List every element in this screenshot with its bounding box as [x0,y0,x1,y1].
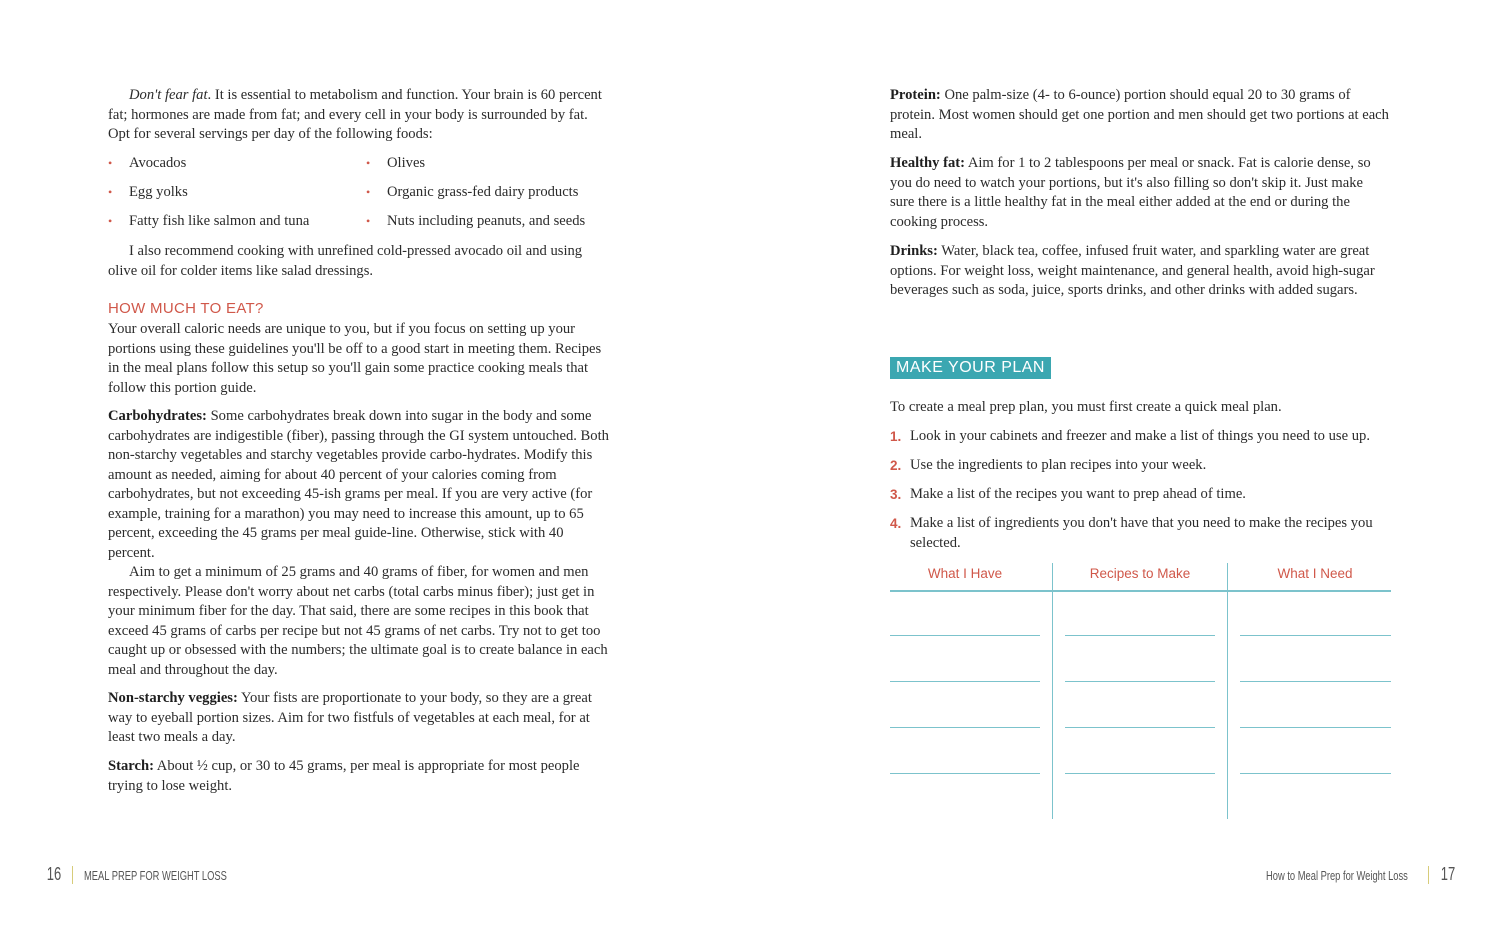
table-write-line [1065,681,1215,682]
page-number: 16 [46,864,62,884]
step-text: Make a list of the recipes you want to prep ahead of time. [910,486,1246,502]
plan-intro: To create a meal prep plan, you must first create a quick meal plan. [890,399,1282,415]
starch-text: About ½ cup, or 30 to 45 grams, per meal is appropriate for most people trying to lose weight. [108,758,580,794]
italic-lead: Don't fear fat [129,87,208,103]
table-write-line [1240,773,1391,774]
table-header-need: What I Need [1277,566,1353,581]
table-header-recipes: Recipes to Make [1089,566,1191,581]
bullet-icon: • [108,156,113,170]
column-divider [1052,563,1053,819]
table-write-line [890,773,1040,774]
list-item: Olives [387,155,426,171]
drinks-paragraph [890,242,1390,301]
fat-guide-paragraph [890,154,1390,232]
list-item: Organic grass-fed dairy products [387,184,579,200]
bullet-icon: • [366,185,371,199]
table-header-have: What I Have [927,566,1003,581]
page-number: 17 [1440,864,1456,884]
step-text: Use the ingredients to plan recipes into your week. [910,457,1207,473]
footer-divider [72,866,73,884]
fat-guide-text: Aim for 1 to 2 tablespoons per meal or snack. Fat is calorie dense, so you do need to watch your portions, but it's also filling so don't skip it. Just make sure there is a little healthy fat in the meal either added at the end or during the cooking process. [890,155,1371,230]
carbs-paragraph [108,407,610,563]
portion-paragraph: Your overall caloric needs are unique to you, but if you focus on setting up your portions using these guidelines you'll be off to a good start in meeting them. Recipes in the meal plans follow this setup so you'll gain some practice cooking meals that follow this portion guide. [108,321,602,396]
drinks-text: Water, black tea, coffee, infused fruit water, and sparkling water are great options. For weight loss, weight maintenance, and general health, avoid high-sugar beverages such as soda, juice, sports drinks, and other drinks with added sugars. [890,243,1375,298]
fat-paragraph [108,86,610,145]
bullet-icon: • [108,185,113,199]
carbs-text: Some carbohydrates break down into sugar in the body and some carbohydrates are indigestible (fiber), passing through the GI system untouched. Both non-starchy vegetables and starchy vegetables provide carbo-hydrates. Modify this amount as needed, aiming for about 40 percent of your calories coming from carbohydrates, but not exceeding 45-ish grams per meal. If you are very active (for example, training for a marathon) you may need to increase this amount, up to 65 percent, exceeding the 45 grams per meal guide-line. Otherwise, stick with 40 percent. [108,408,609,561]
step-text: Make a list of ingredients you don't have that you need to make the recipes you selected. [910,515,1373,551]
protein-text: One palm-size (4- to 6-ounce) portion should equal 20 to 30 grams of protein. Most women should get one portion and men should get two portions at each meal. [890,87,1389,142]
protein-label: Protein: [890,87,941,103]
list-item: Fatty fish like salmon and tuna [129,213,310,229]
list-item: Egg yolks [129,184,188,200]
table-write-line [1240,681,1391,682]
starch-label: Starch: [108,758,154,774]
bullet-icon: • [366,214,371,228]
veggies-text: Your fists are proportionate to your body, so they are a great way to eyeball portion sizes. Aim for two fistfuls of vegetables at each meal, for at least two meals a day. [108,690,592,745]
table-write-line [1065,727,1215,728]
bullet-icon: • [366,156,371,170]
starch-paragraph [108,757,610,796]
fat-label: Healthy fat: [890,155,965,171]
step-number: 2. [890,458,902,473]
table-write-line [1240,727,1391,728]
table-header-rule [890,590,1391,592]
table-write-line [890,727,1040,728]
step-text: Look in your cabinets and freezer and make a list of things you need to use up. [910,428,1370,444]
step-number: 3. [890,487,902,502]
carbs-label: Carbohydrates: [108,408,207,424]
table-write-line [1065,773,1215,774]
step-number: 1. [890,429,902,444]
oil-paragraph: I also recommend cooking with unrefined cold-pressed avocado oil and using olive oil for colder items like salad dressings. [108,243,583,279]
protein-paragraph [890,86,1390,145]
table-write-line [1065,635,1215,636]
veggies-paragraph [108,689,610,748]
veggies-label: Non-starchy veggies: [108,690,238,706]
list-item: Avocados [129,155,187,171]
list-item: Nuts including peanuts, and seeds [387,213,586,229]
table-write-line [890,635,1040,636]
step-number: 4. [890,516,902,531]
column-divider [1227,563,1228,819]
table-write-line [890,681,1040,682]
section-heading: HOW MUCH TO EAT? [108,300,264,317]
table-write-line [1240,635,1391,636]
running-title: How to Meal Prep for Weight Loss [1266,868,1408,883]
bullet-icon: • [108,214,113,228]
section-heading-badge: MAKE YOUR PLAN [890,357,1051,379]
running-title: MEAL PREP FOR WEIGHT LOSS [84,868,227,883]
drinks-label: Drinks: [890,243,938,259]
fiber-paragraph: Aim to get a minimum of 25 grams and 40 grams of fiber, for women and men respectively. Please don't worry about net carbs (total carbs minus fiber); just get in your minimum fiber for the day. That said, there are some recipes in this book that exceed 45 grams of carbs per recipe but not 45 grams of net carbs. Try not to get too caught up or obsessed with the numbers; the ultimate goal is to create balance in each meal and throughout the day. [108,564,608,678]
fat-text: . It is essential to metabolism and function. Your brain is 60 percent fat; hormones are made from fat; and every cell in your body is surrounded by fat. Opt for several servings per day of the following foods: [108,87,602,142]
footer-divider [1428,866,1429,884]
